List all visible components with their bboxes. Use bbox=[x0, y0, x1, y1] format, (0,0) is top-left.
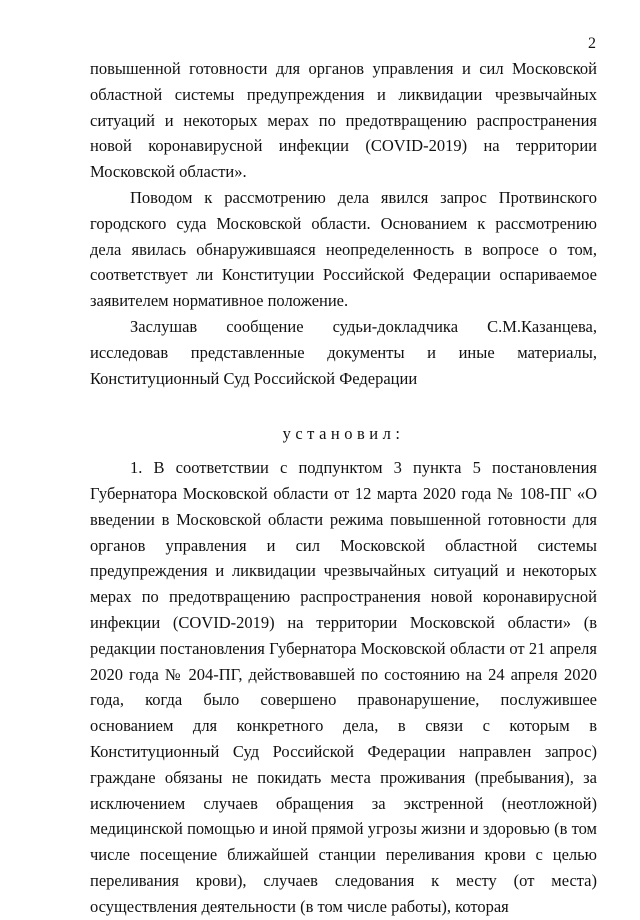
paragraph-hearing: Заслушав сообщение судьи-докладчика С.М.Казанцева, исследовав представленные документы и иные материалы, Конституционный Суд Российской Федерации bbox=[90, 316, 597, 388]
document-body bbox=[90, 56, 597, 920]
paragraph-continuation: повышенной готовности для органов управления и сил Московской областной системы предупреждения и ликвидации чрезвычайных ситуаций и некоторых мерах по предотвращению распространения новой коронавирусной инфекции (COVID-2019) на территории Московской области». bbox=[90, 59, 597, 182]
page-number: 2 bbox=[588, 35, 596, 52]
paragraph-grounds: Поводом к рассмотрению дела явился запрос Протвинского городского суда Московской области. Основанием к рассмотрению дела явилась обнаружившаяся неопределенность в вопросе о том, соответствует ли Конституции Российской Федерации оспариваемое заявителем нормативное положение. bbox=[90, 187, 597, 311]
paragraph-item-1: 1. В соответствии с подпунктом 3 пункта 5 постановления Губернатора Московской области от 12 марта 2020 года № 108-ПГ «О введении в Московской области режима повышенной готовности для органов управления и сил Московской областной системы предупреждения и ликвидации чрезвычайных ситуаций и некоторых мерах по предотвращению распространения новой коронавирусной инфекции (COVID-2019) на территории Московской области» (в редакции постановления Губернатора Московской области от 21 апреля 2020 года № 204-ПГ, действовавшей по состоянию на 24 апреля 2020 года, когда было совершено правонарушение, послужившее основанием для конкретного дела, в связи с которым в Конституционный Суд Российской Федерации направлен запрос) граждане обязаны не покидать места проживания (пребывания), за исключением случаев обращения за экстренной (неотложной) медицинской помощью и иной прямой угрозы жизни и здоровью (в том числе посещение ближайшей станции переливания крови с целью переливания крови), случаев следования к месту (от места) осуществления деятельности (в том числе работы), которая bbox=[90, 458, 597, 916]
section-heading: установил: bbox=[282, 424, 405, 444]
